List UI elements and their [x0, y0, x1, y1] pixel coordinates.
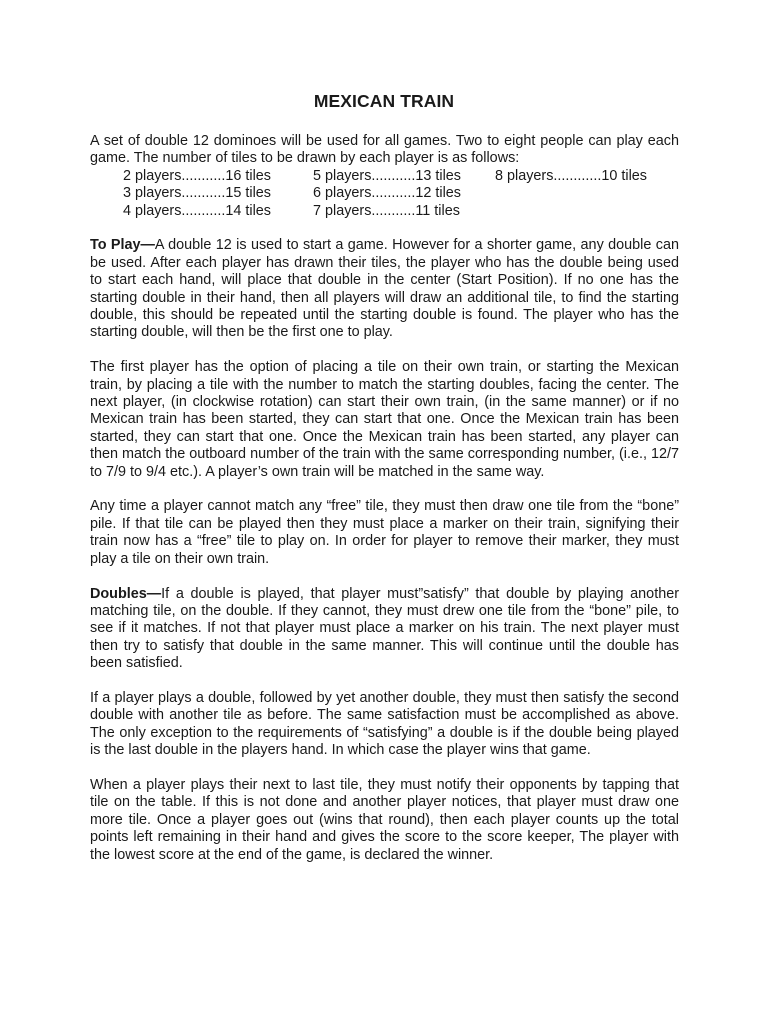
intro-paragraph: A set of double 12 dominoes will be used for all games. Two to eight people can play each game. The number of tiles to be drawn by each player is as follows: — [90, 133, 679, 167]
first-player-paragraph: The first player has the option of placing a tile on their own train, or starting the Mexican train, by placing a tile with the number to match the starting doubles, facing the center. The next player, (in clockwise rotation) can start their own train, (in the same manner) or if no Mexican train has been started, they can start that one. Once the Mexican train has been started, they can start that one. Once the Mexican train has been started, any player can then match the outboard number of the train with the same corresponding number, (i.e., 12/7 to 7/9 to 9/4 etc.). A player’s own train will be matched in the same way. — [90, 359, 679, 480]
free-tile-paragraph: Any time a player cannot match any “free” tile, they must then draw one tile from the “bone” pile. If that tile can be played then they must place a marker on their train, signifying their train now has a “free” tile to play on. In order for player to remove their marker, they must play a tile on their own train. — [90, 498, 679, 567]
tile-count-row — [123, 203, 675, 220]
last-tile-paragraph: When a player plays their next to last tile, they must notify their opponents by tapping that tile on the table. If this is not done and another player notices, that player must draw one more tile. Once a player goes out (wins that round), then each player counts up the total points left remaining in their hand and gives the score to the score keeper, The player with the lowest score at the end of the game, is declared the winner. — [90, 776, 679, 863]
doubles-text: If a double is played, that player must”satisfy” that double by playing another matching tile, on the double. If they cannot, they must drew one tile from the “bone” pile, to see if it matches. If not that player must place a marker on his train. The next player must then try to satisfy that double in the same manner. This will continue until the double has been satisfied. — [90, 585, 679, 672]
tile-count-cell: 3 players...........15 tiles — [123, 185, 271, 202]
tile-count-cell — [495, 185, 675, 202]
tile-count-cell: 8 players............10 tiles — [495, 167, 647, 184]
to-play-heading: To Play— — [90, 237, 155, 254]
tile-count-row — [123, 168, 675, 185]
tile-count-cell: 2 players...........16 tiles — [123, 167, 271, 184]
tile-count-cell — [495, 203, 675, 220]
document-title: MEXICAN TRAIN — [313, 91, 455, 111]
tile-count-table — [123, 168, 675, 220]
tile-count-cell: 4 players...........14 tiles — [123, 202, 271, 219]
tile-count-cell: 5 players...........13 tiles — [313, 167, 461, 184]
double-double-paragraph: If a player plays a double, followed by yet another double, they must then satisfy the second double with another tile as before. The same satisfaction must be accomplished as above. The only exception to the requirements of “satisfying” a double is if the double being played is the last double in the players hand. In which case the player wins that game. — [90, 689, 679, 759]
tile-count-cell: 7 players...........11 tiles — [313, 202, 460, 219]
to-play-text: A double 12 is used to start a game. However for a shorter game, any double can be used. After each player has drawn their tiles, the player who has the double being used to start each hand, will place that double in the center (Start Position). If no one has the starting double in their hand, then all players will draw an additional tile, to find the starting double, this should be repeated until the starting double is found. The player who has the starting double, will then be the first one to play. — [90, 237, 679, 341]
to-play-paragraph — [90, 237, 679, 341]
doubles-paragraph — [90, 586, 679, 673]
document-body — [90, 133, 679, 881]
doubles-heading: Doubles— — [90, 585, 162, 602]
tile-count-cell: 6 players...........12 tiles — [313, 185, 461, 202]
tile-count-row — [123, 185, 675, 202]
